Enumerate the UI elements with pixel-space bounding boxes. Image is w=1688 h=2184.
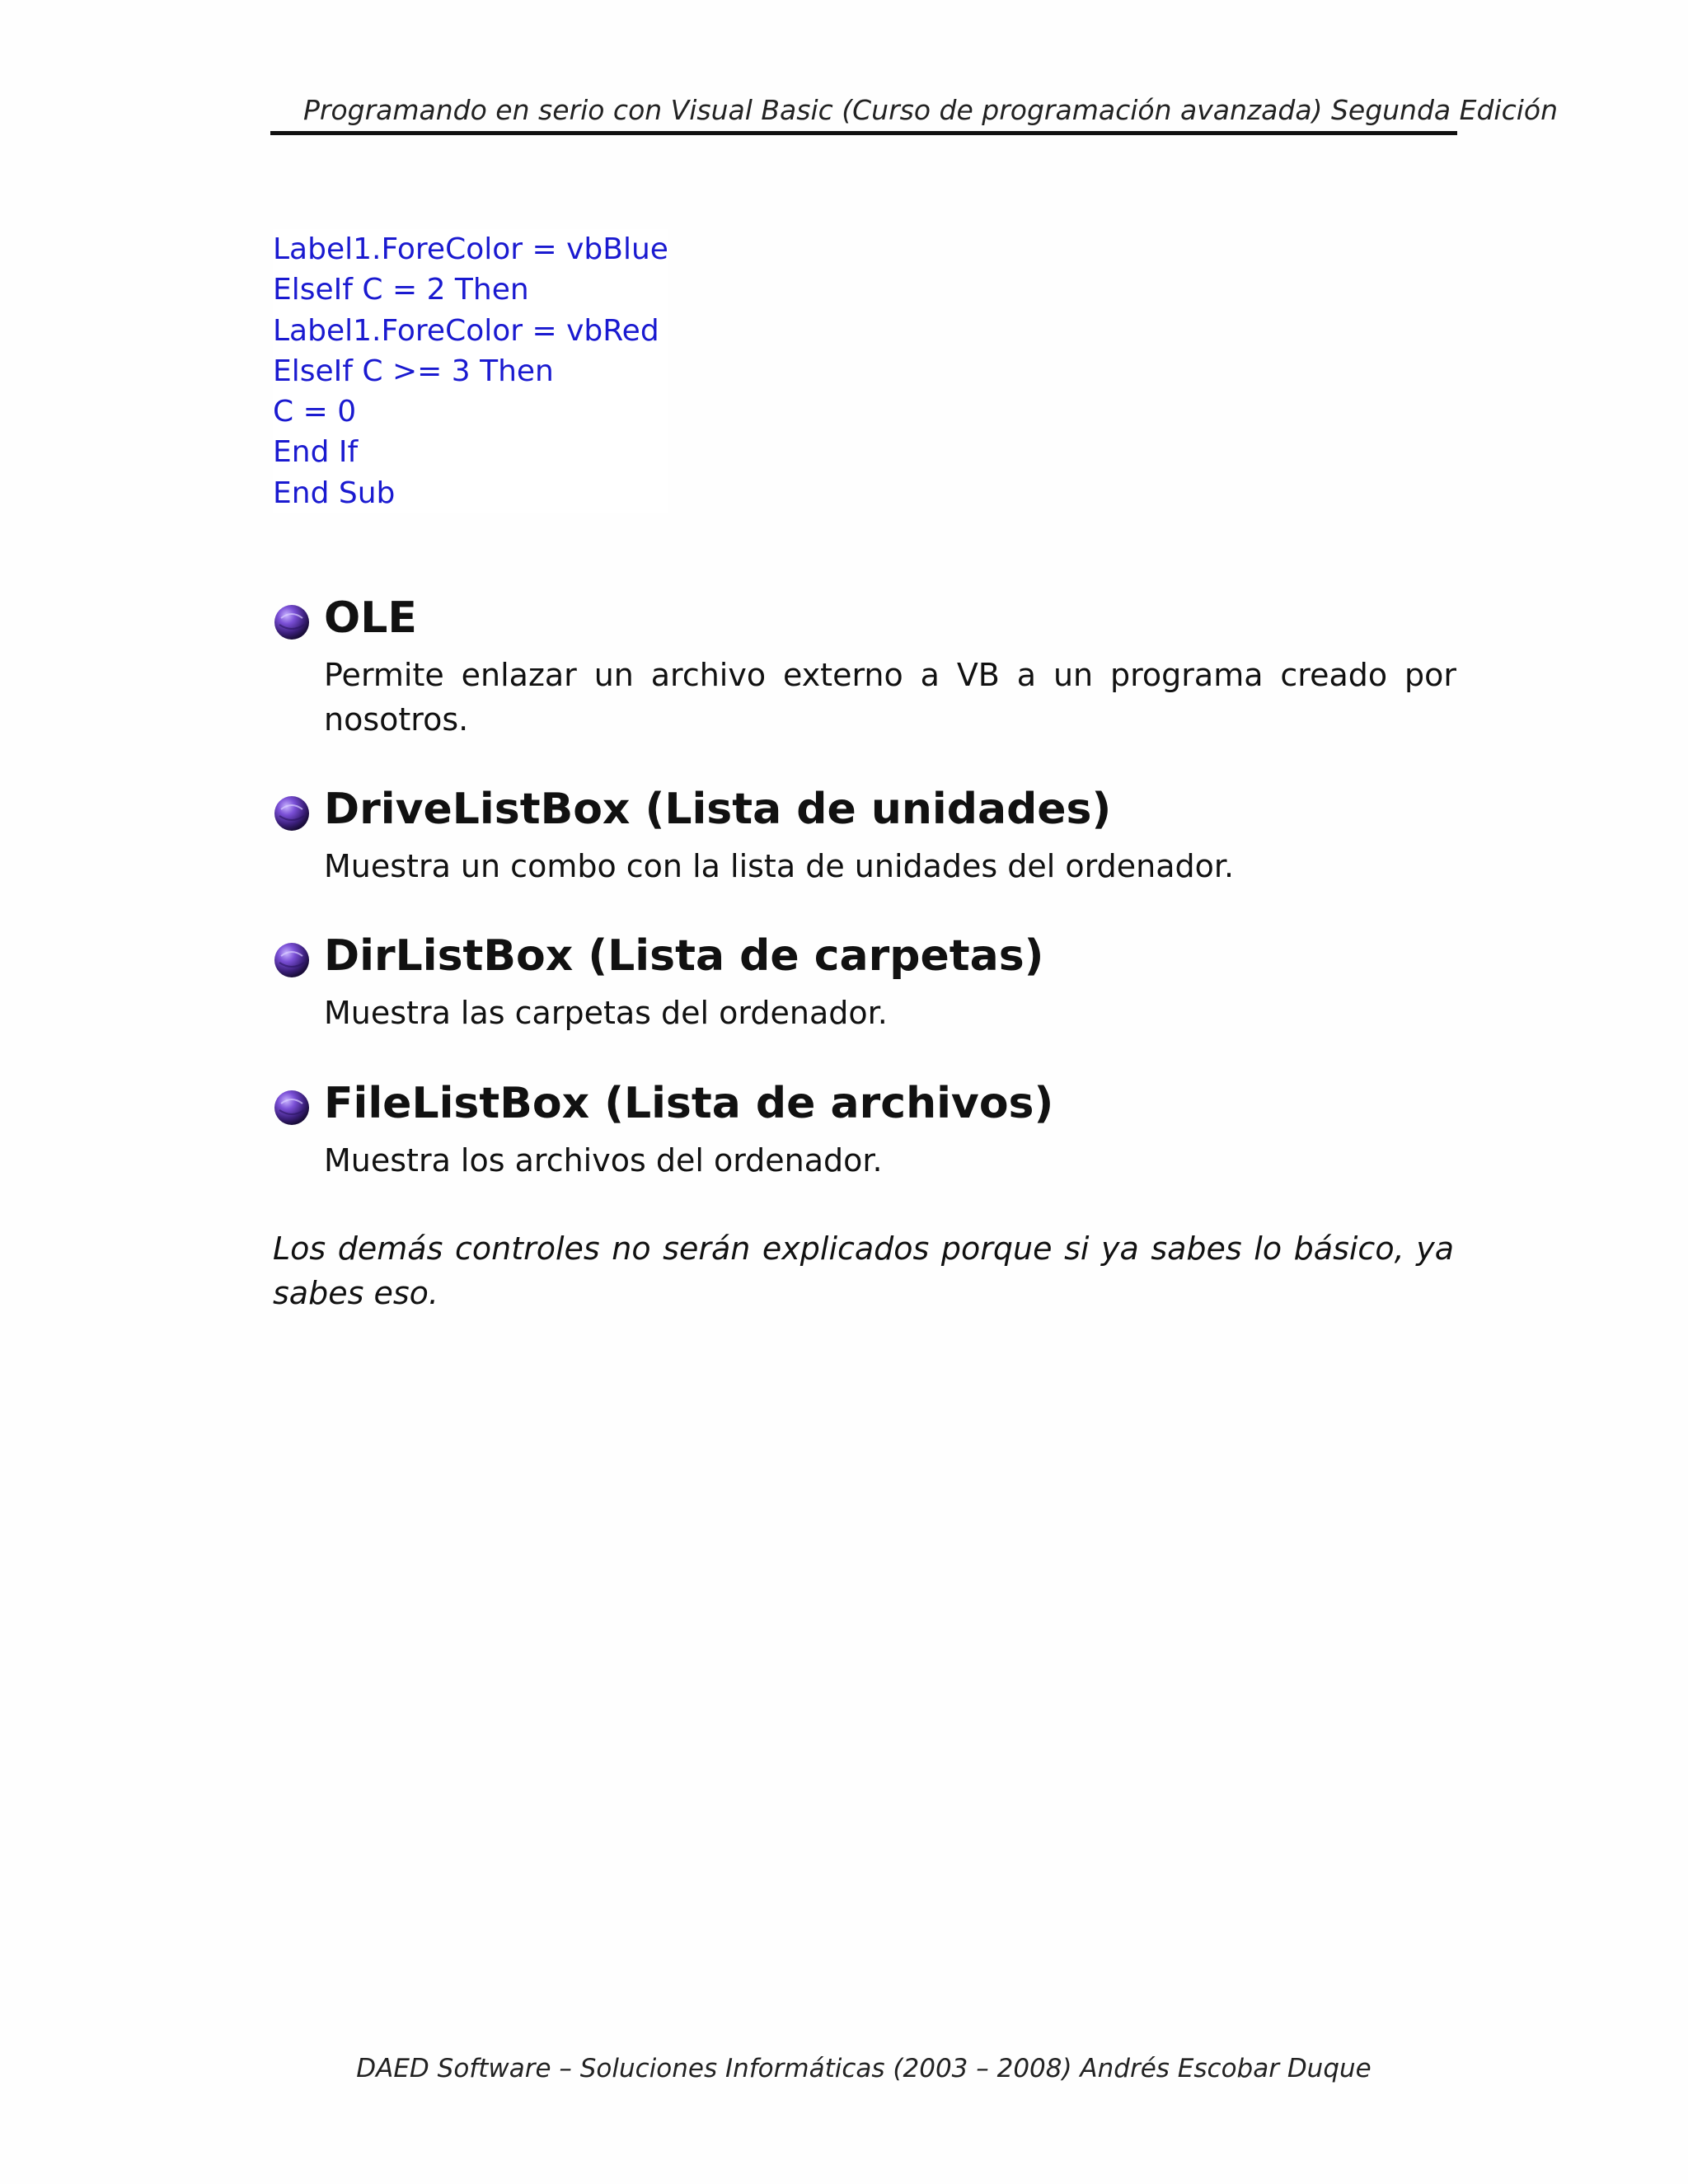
section-description: Muestra los archivos del ordenador. bbox=[324, 1142, 883, 1179]
section-title: DriveListBox (Lista de unidades) bbox=[324, 785, 1112, 834]
code-line: End If bbox=[273, 432, 668, 472]
section-title: FileListBox (Lista de archivos) bbox=[324, 1079, 1054, 1128]
section-description: Muestra un combo con la lista de unidades del ordenador. bbox=[324, 848, 1235, 884]
code-line: C = 0 bbox=[273, 391, 668, 432]
code-line: End Sub bbox=[273, 473, 668, 513]
purple-orb-bullet-icon bbox=[273, 794, 311, 832]
running-header-text: Programando en serio con Visual Basic (Curso de programación avanzada) Segunda Edición bbox=[303, 94, 1559, 126]
code-line: Label1.ForeColor = vbBlue bbox=[273, 229, 668, 269]
running-header bbox=[270, 92, 1559, 135]
page-footer: DAED Software – Soluciones Informáticas (2003 – 2008) Andrés Escobar Duque bbox=[356, 2054, 1372, 2083]
purple-orb-bullet-icon bbox=[273, 941, 311, 979]
code-line: ElseIf C >= 3 Then bbox=[273, 351, 668, 391]
section-title: DirListBox (Lista de carpetas) bbox=[324, 931, 1044, 981]
section-title: OLE bbox=[324, 593, 417, 643]
section-description: Permite enlazar un archivo externo a VB a un programa creado por nosotros. bbox=[324, 657, 1456, 738]
purple-orb-bullet-icon bbox=[273, 1089, 311, 1127]
code-line: ElseIf C = 2 Then bbox=[273, 269, 668, 310]
code-line: Label1.ForeColor = vbRed bbox=[273, 311, 668, 351]
code-block bbox=[273, 229, 668, 513]
section-description: Muestra las carpetas del ordenador. bbox=[324, 995, 888, 1031]
closing-note: Los demás controles no serán explicados porque si ya sabes lo básico, ya sabes eso. bbox=[273, 1230, 1454, 1311]
purple-orb-bullet-icon bbox=[273, 603, 311, 641]
